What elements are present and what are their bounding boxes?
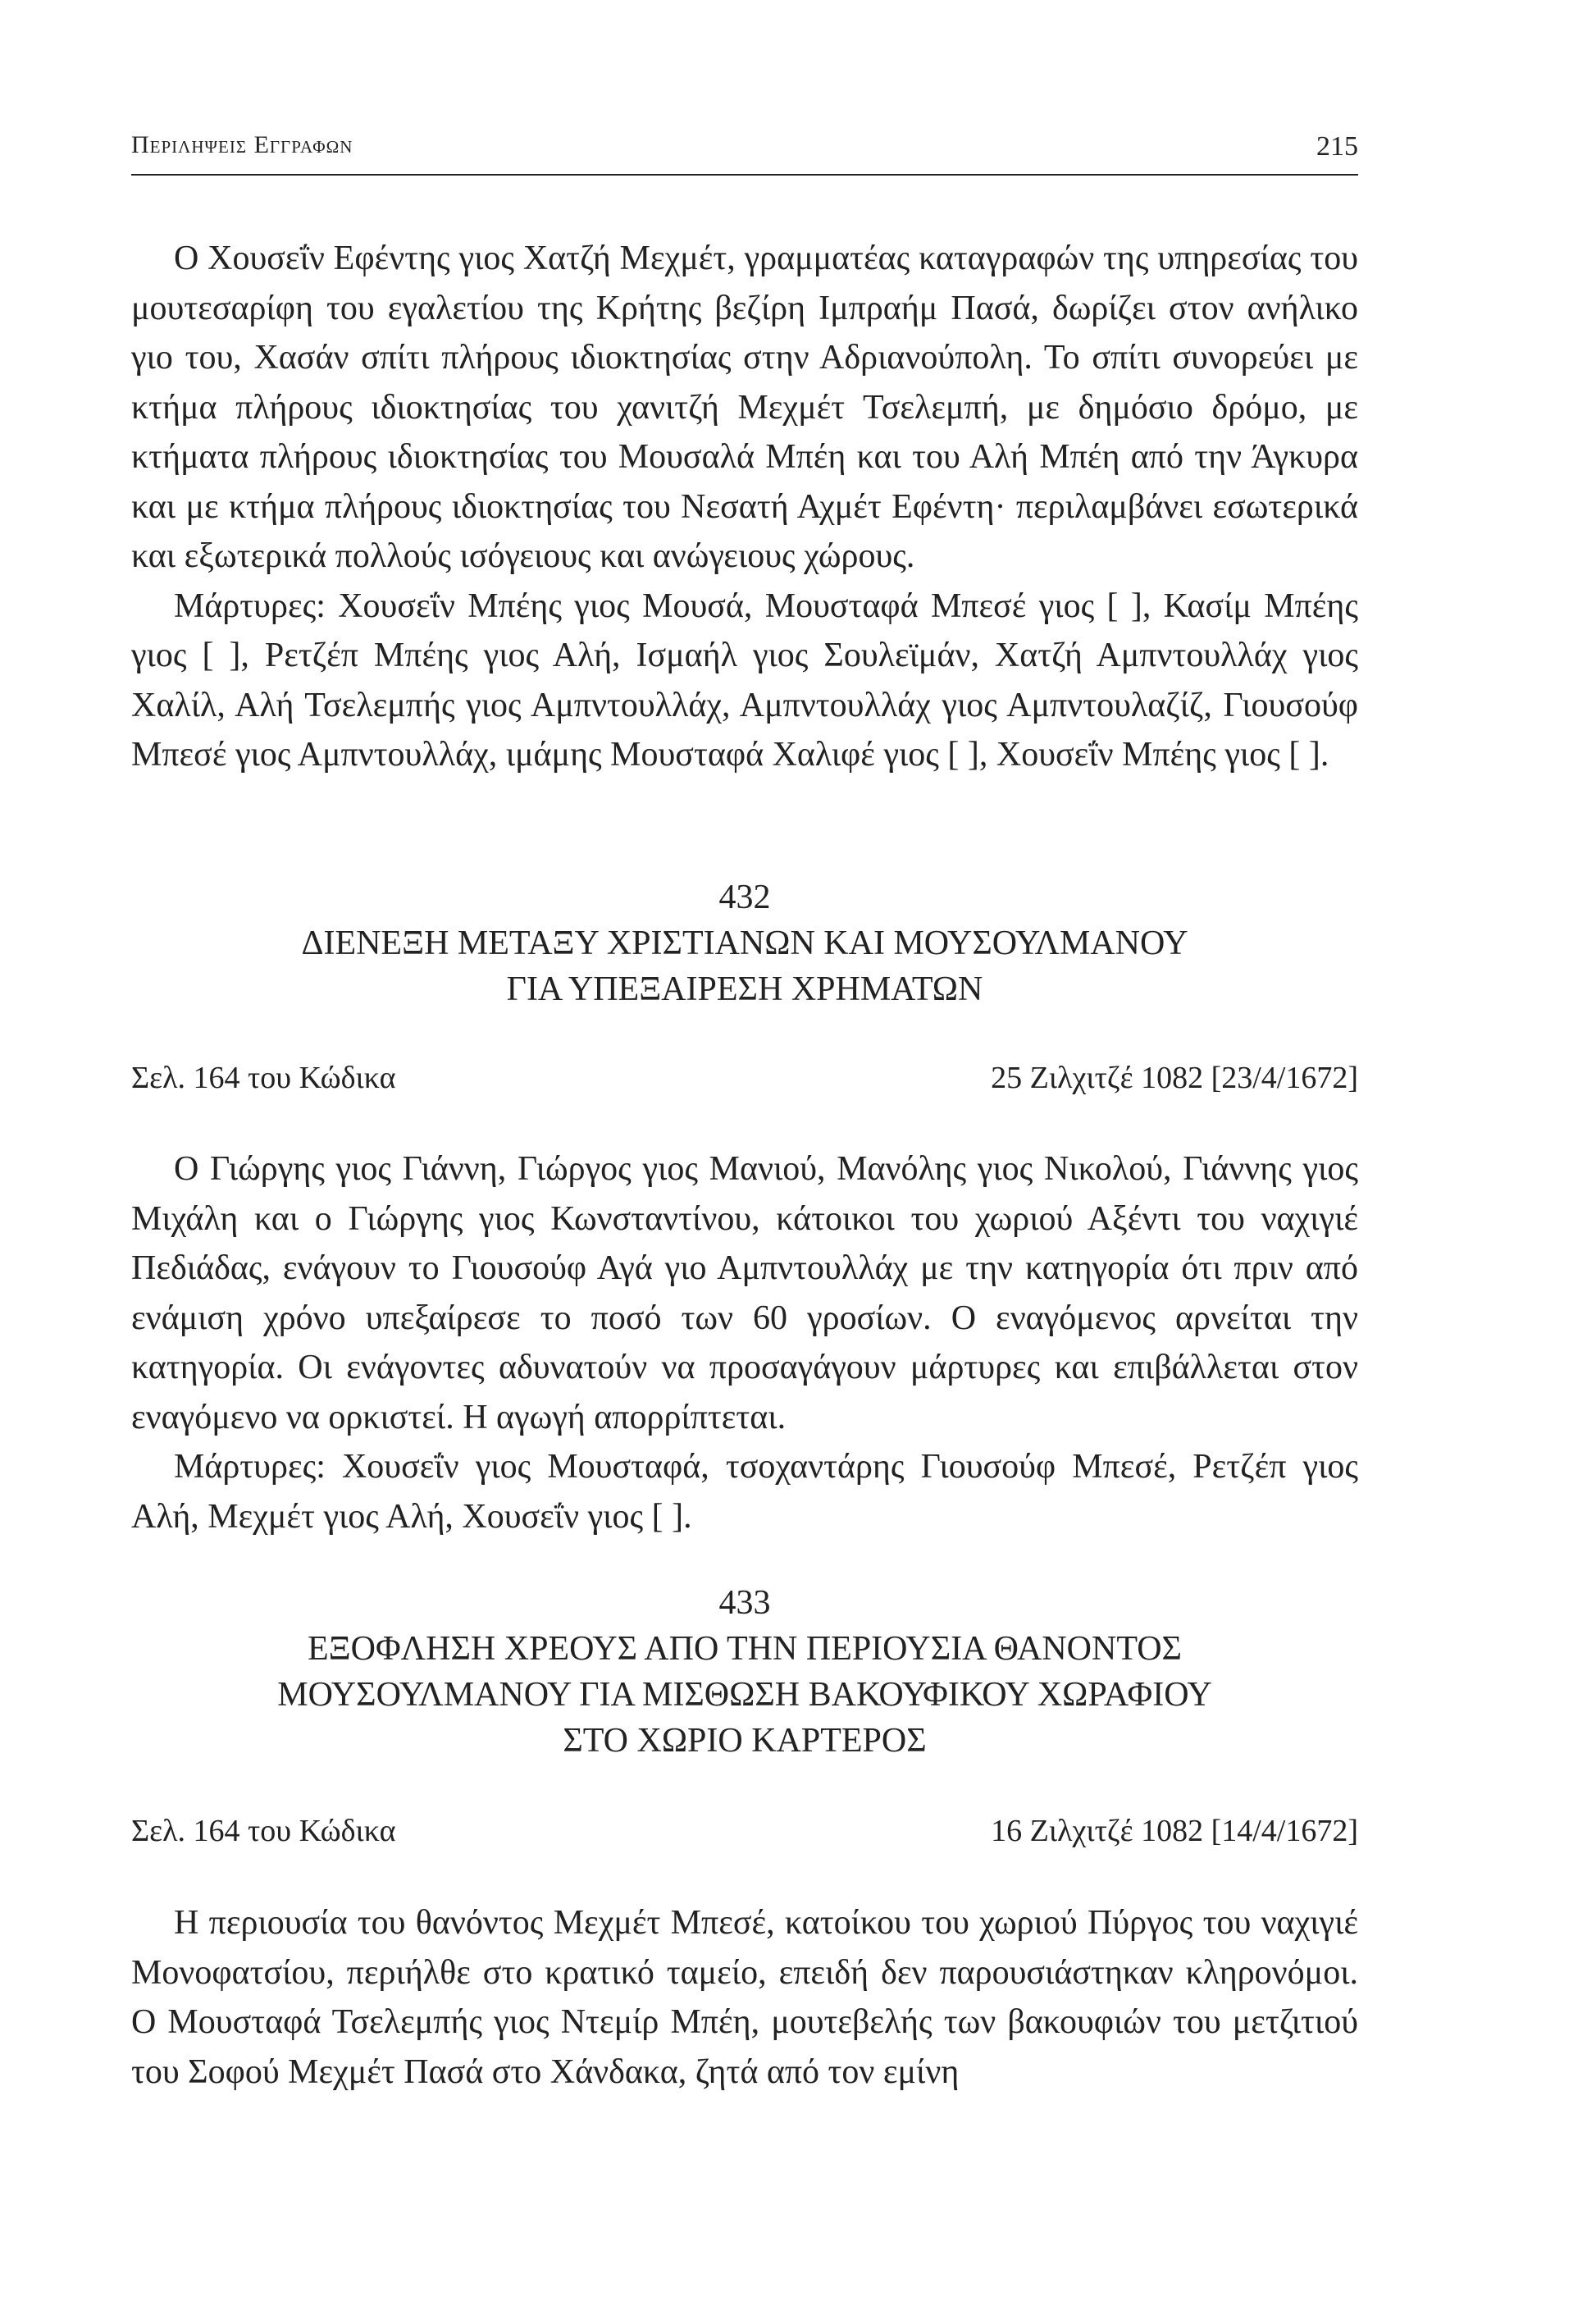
entry-source: Σελ. 164 του Κώδικα xyxy=(131,1814,396,1848)
entry-433-text xyxy=(131,1898,1358,2097)
entry-date: 25 Ζιλχιτζέ 1082 [23/4/1672] xyxy=(991,1061,1358,1095)
entry-source: Σελ. 164 του Κώδικα xyxy=(131,1061,396,1095)
entry-433-meta xyxy=(131,1813,1358,1854)
entry-date: 16 Ζιλχιτζέ 1082 [14/4/1672] xyxy=(991,1814,1358,1848)
entry-432-heading xyxy=(131,874,1358,1012)
intro-witnesses: Μάρτυρες: Χουσεΐν Μπέης γιος Μουσά, Μουσταφά Μπεσέ γιος [ ], Κασίμ Μπέης γιος [ ], Ρετζέπ Μπέης γιος Αλή, Ισμαήλ γιος Σουλεϊμάν, Χατζή Αμπντουλλάχ γιος Χαλίλ, Αλή Τσελεμπής γιος Αμπντουλλάχ, Αμπντουλλάχ γιος Αμπντουλαζίζ, Γιουσούφ Μπεσέ γιος Αμπντουλλάχ, ιμάμης Μουσταφά Χαλιφέ γιος [ ], Χουσεΐν Μπέης γιος [ ]. xyxy=(131,587,1358,774)
entry-432-meta xyxy=(131,1060,1358,1101)
page-number: 215 xyxy=(1316,131,1358,162)
entry-witnesses: Μάρτυρες: Χουσεΐν γιος Μουσταφά, τσοχαντάρης Γιουσούφ Μπεσέ, Ρετζέπ γιος Αλή, Μεχμέτ γιος Αλή, Χουσεΐν γιος [ ]. xyxy=(131,1448,1358,1536)
entry-title-line: ΣΤΟ ΧΩΡΙΟ ΚΑΡΤΕΡΟΣ xyxy=(563,1722,927,1760)
intro-paragraph-1: Ο Χουσεΐν Εφέντης γιος Χατζή Μεχμέτ, γραμματέας καταγραφών της υπηρεσίας του μουτεσαρίφη του εγαλετίου της Κρήτης βεζίρη Ιμπραήμ Πασά, δωρίζει στον ανήλικο γιο του, Χασάν σπίτι πλήρους ιδιοκτησίας στην Αδριανούπολη. Το σπίτι συνορεύει με κτήμα πλήρους ιδιοκτησίας του χανιτζή Μεχμέτ Τσελεμπή, με δημόσιο δρόμο, με κτήματα πλήρους ιδιοκτησίας του Μουσαλά Μπέη και του Αλή Μπέη από την Άγκυρα και με κτήμα πλήρους ιδιοκτησίας του Νεσατή Αχμέτ Εφέντη· περιλαμβάνει εσωτερικά και εξωτερικά πολλούς ισόγειους και ανώγειους χώρους. xyxy=(131,240,1358,575)
entry-title-line: ΔΙΕΝΕΞΗ ΜΕΤΑΞΥ ΧΡΙΣΤΙΑΝΩΝ ΚΑΙ ΜΟΥΣΟΥΛΜΑΝΟΥ xyxy=(301,925,1188,962)
intro-text xyxy=(131,234,1358,780)
header-rule xyxy=(131,174,1358,176)
page-header xyxy=(131,131,1358,172)
entry-paragraph: Η περιουσία του θανόντος Μεχμέτ Μπεσέ, κατοίκου του χωριού Πύργος του ναχιγιέ Μονοφατσίου, περιήλθε στο κρατικό ταμείο, επειδή δεν παρουσιάστηκαν κληρονόμοι. Ο Μουσταφά Τσελεμπής γιος Ντεμίρ Μπέη, μουτεβελής των βακουφιών του μετζιτιού του Σοφού Μεχμέτ Πασά στο Χάνδακα, ζητά από τον εμίνη xyxy=(131,1904,1358,2091)
entry-number: 432 xyxy=(718,879,771,916)
entry-paragraph: Ο Γιώργης γιος Γιάννη, Γιώργος γιος Μανιού, Μανόλης γιος Νικολού, Γιάννης γιος Μιχάλη και ο Γιώργης γιος Κωνσταντίνου, κάτοικοι του χωριού Αξέντι του ναχιγιέ Πεδιάδας, ενάγουν το Γιουσούφ Αγά γιο Αμπντουλλάχ με την κατηγορία ότι πριν από ενάμιση χρόνο υπεξαίρεσε το ποσό των 60 γροσίων. Ο εναγόμενος αρνείται την κατηγορία. Οι ενάγοντες αδυνατούν να προσαγάγουν μάρτυρες και επιβάλλεται στον εναγόμενο να ορκιστεί. Η αγωγή απορρίπτεται. xyxy=(131,1150,1358,1436)
entry-title-line: ΓΙΑ ΥΠΕΞΑΙΡΕΣΗ ΧΡΗΜΑΤΩΝ xyxy=(506,970,983,1008)
entry-433-heading xyxy=(131,1580,1358,1764)
entry-title-line: ΜΟΥΣΟΥΛΜΑΝΟΥ ΓΙΑ ΜΙΣΘΩΣΗ ΒΑΚΟΥΦΙΚΟΥ ΧΩΡΑΦΙΟΥ xyxy=(277,1676,1212,1714)
running-head: Περιληψεις Εγγραφων xyxy=(131,131,353,158)
entry-title-line: ΕΞΟΦΛΗΣΗ ΧΡΕΟΥΣ ΑΠΟ ΤΗΝ ΠΕΡΙΟΥΣΙΑ ΘΑΝΟΝΤΟΣ xyxy=(307,1630,1183,1668)
entry-number: 433 xyxy=(718,1584,771,1622)
entry-432-text xyxy=(131,1144,1358,1541)
